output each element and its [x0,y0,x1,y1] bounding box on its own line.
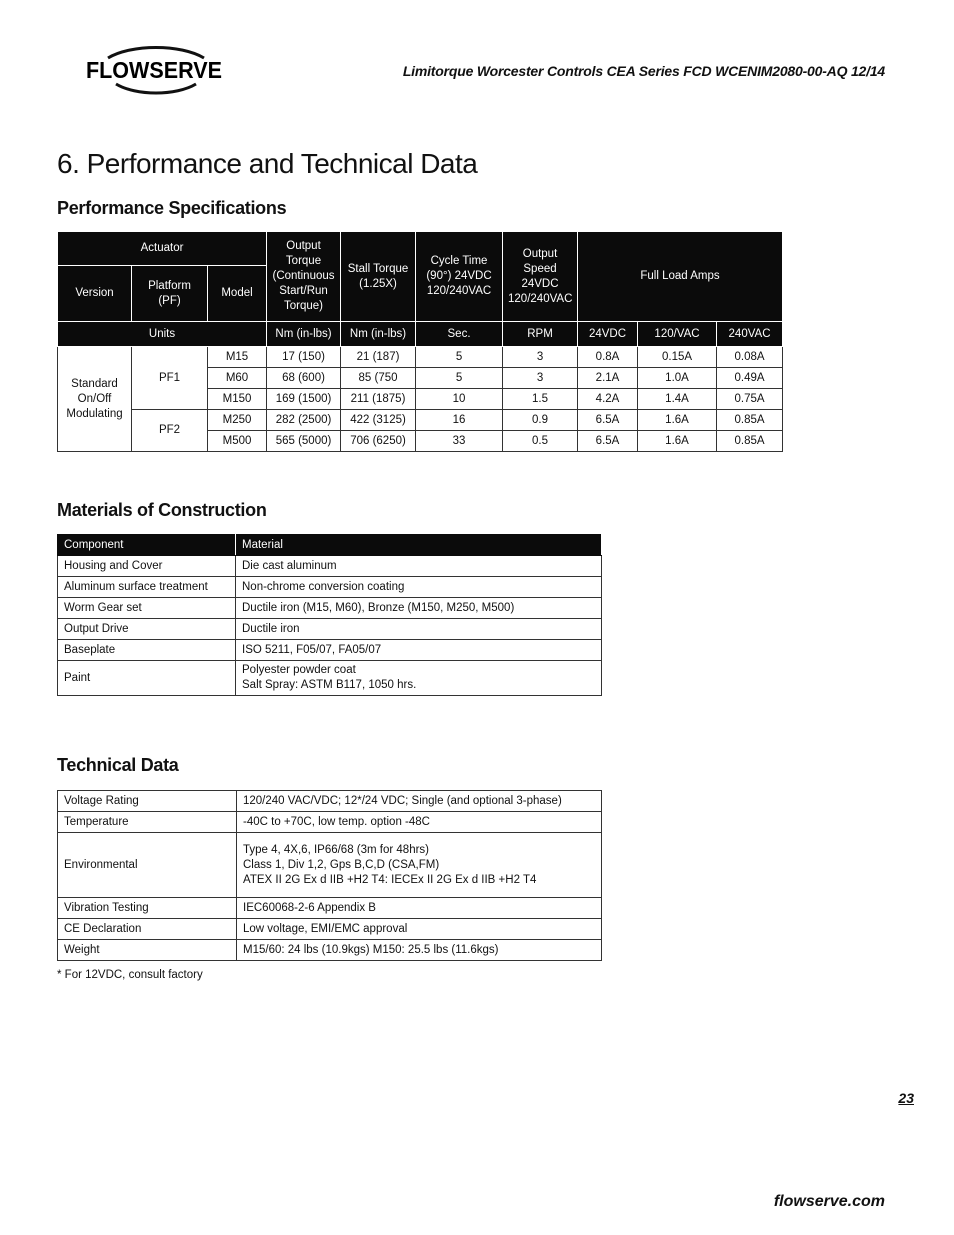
row-label: Environmental [58,833,237,898]
environmental-line: Type 4, 4X,6, IP66/68 (3m for 48hrs) [243,843,430,856]
row-value [236,661,602,696]
row-value: Die cast aluminum [236,556,602,577]
header-full-load-amps: Full Load Amps [578,232,783,322]
data-cell: 211 (1875) [341,389,416,410]
data-cell: 0.75A [717,389,783,410]
data-cell: 2.1A [578,368,638,389]
header-cycle-time: Cycle Time (90°) 24VDC 120/240VAC [416,232,503,322]
data-cell: 3 [503,347,578,368]
paint-line: Salt Spray: ASTM B117, 1050 hrs. [242,679,417,691]
data-cell: 16 [416,410,503,431]
row-label: Output Drive [58,619,236,640]
header-model: Model [208,266,267,322]
header-platform: Platform (PF) [132,266,208,322]
row-label: Temperature [58,812,237,833]
header-component: Component [58,535,236,556]
row-value: Ductile iron [236,619,602,640]
row-value: IEC60068-2-6 Appendix B [237,898,602,919]
header-version: Version [58,266,132,322]
data-cell: 282 (2500) [267,410,341,431]
technical-heading: Technical Data [57,755,179,775]
table-row [58,919,602,940]
row-value: M15/60: 24 lbs (10.9kgs) M150: 25.5 lbs (11.6kgs) [237,940,602,961]
row-value: Ductile iron (M15, M60), Bronze (M150, M250, M500) [236,598,602,619]
data-cell: 0.08A [717,347,783,368]
paint-line: Polyester powder coat [242,664,356,676]
table-row [58,833,602,898]
units-label: Units [58,322,267,347]
row-value: ISO 5211, F05/07, FA05/07 [236,640,602,661]
data-cell: 33 [416,431,503,452]
row-label: Weight [58,940,237,961]
data-cell: 706 (6250) [341,431,416,452]
materials-heading: Materials of Construction [57,500,267,520]
data-cell: 6.5A [578,431,638,452]
page-title: 6. Performance and Technical Data [57,148,478,179]
data-cell: 5 [416,347,503,368]
model-cell: M60 [208,368,267,389]
data-cell: 0.85A [717,431,783,452]
platform-cell: PF2 [132,410,208,452]
data-cell: 169 (1500) [267,389,341,410]
row-label: Baseplate [58,640,236,661]
table-row [58,791,602,812]
performance-heading: Performance Specifications [57,198,287,218]
row-value: 120/240 VAC/VDC; 12*/24 VDC; Single (and optional 3-phase) [237,791,602,812]
model-cell: M150 [208,389,267,410]
data-cell: 85 (750 [341,368,416,389]
data-cell: 565 (5000) [267,431,341,452]
units-cell: 24VDC [578,322,638,347]
row-label: Vibration Testing [58,898,237,919]
table-row [58,556,602,577]
data-cell: 0.9 [503,410,578,431]
page-number: 23 [898,1090,914,1106]
data-cell: 1.0A [638,368,717,389]
units-cell: 240VAC [717,322,783,347]
header-stall-torque: Stall Torque (1.25X) [341,232,416,322]
header-output-torque: Output Torque (Continuous Start/Run Torque) [267,232,341,322]
version-cell: Standard On/Off Modulating [58,347,132,452]
table-row [58,640,602,661]
header-material: Material [236,535,602,556]
data-cell: 10 [416,389,503,410]
data-cell: 17 (150) [267,347,341,368]
document-title: Limitorque Worcester Controls CEA Series FCD WCENIM2080-00-AQ 12/14 [402,63,885,79]
model-cell: M500 [208,431,267,452]
data-cell: 422 (3125) [341,410,416,431]
data-cell: 0.85A [717,410,783,431]
data-cell: 0.5 [503,431,578,452]
data-cell: 0.15A [638,347,717,368]
header-actuator: Actuator [58,232,267,266]
data-cell: 3 [503,368,578,389]
table-row [58,812,602,833]
footer-website: flowserve.com [773,1193,885,1210]
row-label: Aluminum surface treatment [58,577,236,598]
row-label: Housing and Cover [58,556,236,577]
environmental-line: ATEX II 2G Ex d IIB +H2 T4: IECEx II 2G Ex d IIB +H2 T4 [243,873,537,886]
data-cell: 68 (600) [267,368,341,389]
data-cell: 4.2A [578,389,638,410]
units-cell: 120/VAC [638,322,717,347]
units-cell: Nm (in-lbs) [341,322,416,347]
row-value: -40C to +70C, low temp. option -48C [237,812,602,833]
table-row [58,661,602,696]
data-cell: 6.5A [578,410,638,431]
data-cell: 5 [416,368,503,389]
row-label: Voltage Rating [58,791,237,812]
data-cell: 1.5 [503,389,578,410]
table-row [58,410,783,431]
model-cell: M15 [208,347,267,368]
row-value: Low voltage, EMI/EMC approval [237,919,602,940]
data-cell: 1.4A [638,389,717,410]
platform-cell: PF1 [132,347,208,410]
table-row [58,347,783,368]
performance-table [57,231,783,452]
table-row [58,619,602,640]
units-cell: RPM [503,322,578,347]
data-cell: 0.49A [717,368,783,389]
row-value [237,833,602,898]
table-row [58,577,602,598]
data-cell: 0.8A [578,347,638,368]
table-row [58,940,602,961]
footnote: * For 12VDC, consult factory [57,969,203,981]
flowserve-logo [86,44,226,96]
data-cell: 1.6A [638,410,717,431]
logo-text: FLOWSERVE [86,57,222,83]
row-value: Non-chrome conversion coating [236,577,602,598]
row-label: CE Declaration [58,919,237,940]
table-row [58,898,602,919]
row-label: Paint [58,661,236,696]
data-cell: 1.6A [638,431,717,452]
environmental-line: Class 1, Div 1,2, Gps B,C,D (CSA,FM) [243,858,440,871]
technical-table [57,790,602,961]
data-cell: 21 (187) [341,347,416,368]
units-cell: Nm (in-lbs) [267,322,341,347]
model-cell: M250 [208,410,267,431]
row-label: Worm Gear set [58,598,236,619]
units-cell: Sec. [416,322,503,347]
materials-table [57,534,602,696]
table-row [58,598,602,619]
header-output-speed: Output Speed 24VDC 120/240VAC [503,232,578,322]
